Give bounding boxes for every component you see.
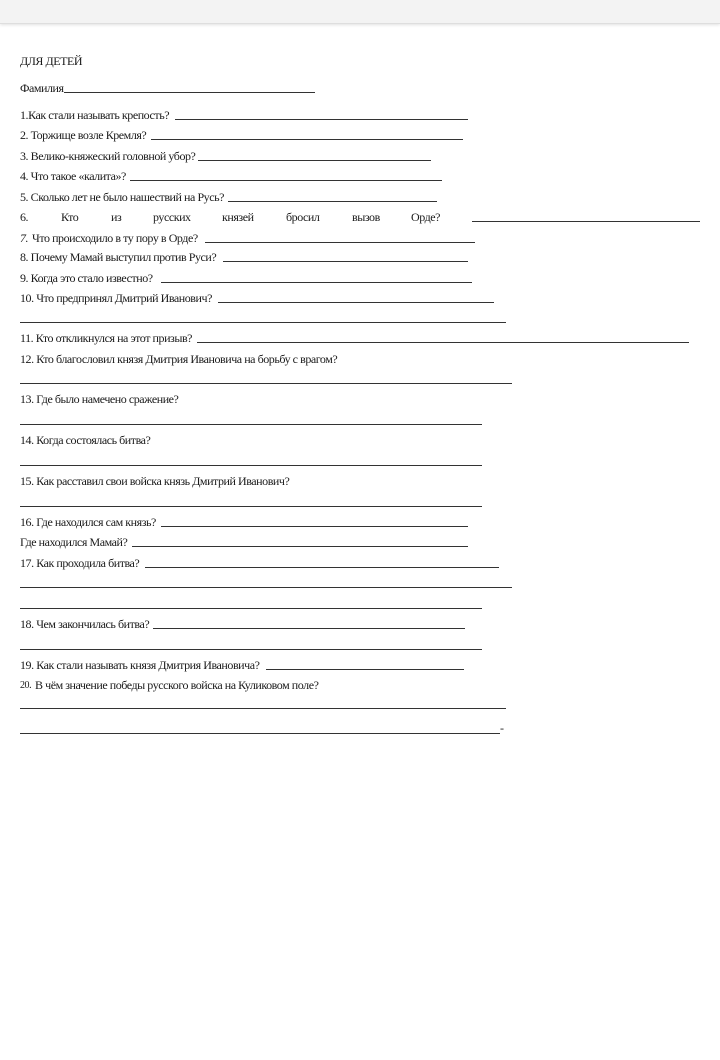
end-mark: - — [500, 721, 504, 735]
answer-line-7[interactable] — [205, 242, 475, 243]
question-2: 2. Торжище возле Кремля? — [20, 128, 147, 142]
surname-label: Фамилия — [20, 81, 64, 95]
answer-line-15[interactable] — [20, 506, 482, 507]
answer-line-9[interactable] — [161, 282, 472, 283]
answer-line-17-extra[interactable] — [20, 587, 512, 588]
question-8: 8. Почему Мамай выступил против Руси? — [20, 250, 217, 264]
question-20: В чём значение победы русского войска на Куликовом поле? — [35, 678, 319, 692]
question-15: 15. Как расставил свои войска князь Дмитрий Иванович? — [20, 474, 290, 488]
answer-line-17-extra[interactable] — [20, 608, 482, 609]
answer-line-5[interactable] — [228, 201, 437, 202]
question-5: 5. Сколько лет не было нашествий на Русь? — [20, 190, 225, 204]
question-16b: Где находился Мамай? — [20, 535, 128, 549]
answer-line-16b[interactable] — [132, 546, 468, 547]
answer-line-10-extra[interactable] — [20, 322, 506, 323]
answer-line-6[interactable] — [472, 221, 700, 222]
question-6-word: Орде? — [411, 210, 441, 224]
question-3: 3. Велико-княжеский головной убор? — [20, 149, 196, 163]
question-18: 18. Чем закончилась битва? — [20, 617, 150, 631]
question-20-number: 20. — [20, 680, 32, 691]
question-13: 13. Где было намечено сражение? — [20, 392, 179, 406]
answer-line-14[interactable] — [20, 465, 482, 466]
question-6-word: из — [111, 210, 122, 224]
answer-line-4[interactable] — [130, 180, 442, 181]
question-16: 16. Где находился сам князь? — [20, 515, 156, 529]
question-9: 9. Когда это стало известно? — [20, 271, 153, 285]
question-14: 14. Когда состоялась битва? — [20, 433, 151, 447]
question-6-word: Кто — [61, 210, 79, 224]
question-10: 10. Что предпринял Дмитрий Иванович? — [20, 291, 212, 305]
question-6-word: князей — [222, 210, 254, 224]
question-6 — [20, 210, 440, 224]
question-12: 12. Кто благословил князя Дмитрия Ивановича на борьбу с врагом? — [20, 352, 338, 366]
question-7: Что происходило в ту пору в Орде? — [32, 231, 198, 245]
answer-line-1[interactable] — [175, 119, 468, 120]
answer-line-19[interactable] — [266, 669, 464, 670]
question-6-word: бросил — [286, 210, 320, 224]
question-4: 4. Что такое «калита»? — [20, 169, 126, 183]
answer-line-18[interactable] — [153, 628, 465, 629]
question-6-word: 6. — [20, 210, 29, 224]
question-6-word: русских — [153, 210, 191, 224]
question-6-word: вызов — [352, 210, 380, 224]
question-1: 1.Как стали называть крепость? — [20, 108, 170, 122]
answer-line-8[interactable] — [223, 261, 468, 262]
answer-line-17[interactable] — [145, 567, 499, 568]
answer-line-20[interactable] — [20, 708, 506, 709]
answer-line-10[interactable] — [218, 302, 494, 303]
question-17: 17. Как проходила битва? — [20, 556, 140, 570]
question-19: 19. Как стали называть князя Дмитрия Ивановича? — [20, 658, 260, 672]
question-11: 11. Кто откликнулся на этот призыв? — [20, 331, 193, 345]
answer-line-20-extra[interactable] — [20, 733, 500, 734]
answer-line-18-extra[interactable] — [20, 649, 482, 650]
question-7-number: 7. — [20, 231, 29, 245]
answer-line-3[interactable] — [198, 160, 431, 161]
surname-answer-line[interactable] — [64, 92, 315, 93]
answer-line-16[interactable] — [161, 526, 468, 527]
answer-line-2[interactable] — [151, 139, 463, 140]
answer-line-11[interactable] — [197, 342, 689, 343]
answer-line-13[interactable] — [20, 424, 482, 425]
worksheet-heading: ДЛЯ ДЕТЕЙ — [20, 54, 83, 68]
answer-line-12[interactable] — [20, 383, 512, 384]
